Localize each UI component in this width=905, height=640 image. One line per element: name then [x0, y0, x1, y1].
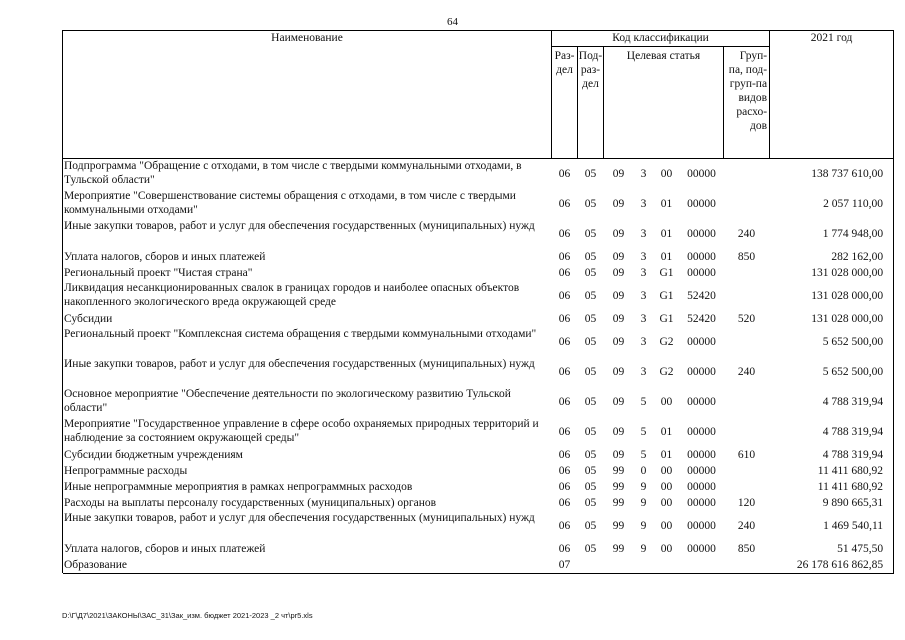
header-code-group: Код классификации [552, 31, 770, 47]
row-target-1: 99 [612, 542, 625, 555]
row-target-4: 00000 [687, 395, 716, 408]
row-vr: 850 [737, 250, 756, 263]
row-vr [724, 265, 770, 281]
row-target-1: 09 [612, 266, 625, 279]
row-target-4: 00000 [687, 266, 716, 279]
header-vr-text: Груп-па, под-груп-па видов расхо-дов [728, 50, 768, 132]
row-amount: 5 652 500,00 [770, 327, 894, 357]
row-target-4: 00000 [687, 480, 716, 493]
table-row [63, 219, 894, 249]
table-row [63, 495, 894, 511]
row-target-3: 00 [660, 519, 673, 532]
row-vr: 240 [737, 519, 756, 532]
row-amount: 11 411 680,92 [770, 463, 894, 479]
row-vr: 120 [737, 496, 756, 509]
row-amount: 282 162,00 [770, 249, 894, 265]
row-podrazdel: 05 [584, 496, 597, 509]
row-amount: 9 890 665,31 [770, 495, 894, 511]
row-vr [724, 557, 770, 573]
row-target-1: 99 [612, 519, 625, 532]
row-razdel: 06 [558, 480, 571, 493]
row-target-4: 52420 [687, 312, 716, 325]
table-row [63, 387, 894, 417]
table-row [63, 447, 894, 463]
row-target-3: G1 [659, 266, 674, 279]
row-name: Мероприятие "Государственное управление в сфере особо охраняемых природных территорий и наблюдение за состоянием окружающей среды" [63, 417, 552, 447]
table-row [63, 417, 894, 447]
row-vr [724, 479, 770, 495]
row-target-2: 5 [640, 425, 647, 438]
table-row [63, 265, 894, 281]
row-target-2: 3 [640, 289, 647, 302]
row-target-2: 3 [640, 266, 647, 279]
row-podrazdel: 05 [584, 464, 597, 477]
row-target-2: 9 [640, 519, 647, 532]
row-target-1: 09 [612, 448, 625, 461]
row-target-3: 00 [660, 395, 673, 408]
row-target-4: 00000 [687, 167, 716, 180]
row-target-3: 01 [660, 250, 673, 263]
row-target-2: 5 [640, 395, 647, 408]
row-razdel: 06 [558, 425, 571, 438]
row-target-2: 3 [640, 197, 647, 210]
row-target-3: 00 [660, 480, 673, 493]
table-row [63, 327, 894, 357]
table-row [63, 311, 894, 327]
row-razdel: 06 [558, 197, 571, 210]
row-podrazdel: 05 [584, 227, 597, 240]
row-amount: 51 475,50 [770, 541, 894, 557]
table-row [63, 479, 894, 495]
table-row [63, 557, 894, 573]
row-target-4: 00000 [687, 197, 716, 210]
row-vr [724, 417, 770, 447]
row-razdel: 06 [558, 519, 571, 532]
row-podrazdel: 05 [584, 425, 597, 438]
row-target-1: 09 [612, 197, 625, 210]
row-name: Мероприятие "Совершенствование системы обращения с отходами, в том числе с твердыми коммунальными отходами" [63, 189, 552, 219]
row-podrazdel: 05 [584, 312, 597, 325]
row-podrazdel: 05 [584, 289, 597, 302]
row-razdel: 06 [558, 365, 571, 378]
header-year: 2021 год [770, 31, 894, 159]
row-name: Региональный проект "Чистая страна" [63, 265, 552, 281]
row-vr [724, 189, 770, 219]
row-podrazdel: 05 [584, 365, 597, 378]
row-amount: 4 788 319,94 [770, 417, 894, 447]
table-row [63, 249, 894, 265]
row-target-3: 01 [660, 197, 673, 210]
row-amount: 4 788 319,94 [770, 387, 894, 417]
row-vr: 240 [737, 227, 756, 240]
row-target-1: 09 [612, 395, 625, 408]
header-razdel [552, 47, 578, 159]
row-target-2: 5 [640, 448, 647, 461]
row-podrazdel: 05 [584, 542, 597, 555]
row-name: Иные закупки товаров, работ и услуг для обеспечения государственных (муниципальных) нужд [63, 357, 552, 387]
row-target-4: 00000 [687, 335, 716, 348]
row-vr: 850 [737, 542, 756, 555]
row-podrazdel [578, 557, 604, 573]
header-podrazdel [578, 47, 604, 159]
row-target-4: 00000 [687, 365, 716, 378]
table-row [63, 357, 894, 387]
row-vr [724, 159, 770, 189]
row-target-4 [680, 557, 724, 573]
header-podrazdel-text: Под-раз-дел [578, 50, 603, 90]
row-target-3: 01 [660, 425, 673, 438]
budget-table [62, 30, 894, 574]
row-name: Субсидии бюджетным учреждениям [63, 447, 552, 463]
row-name: Иные непрограммные мероприятия в рамках непрограммных расходов [63, 479, 552, 495]
row-target-1: 99 [612, 480, 625, 493]
row-target-4: 00000 [687, 519, 716, 532]
row-razdel: 06 [558, 250, 571, 263]
row-target-1 [604, 557, 634, 573]
row-target-1: 99 [612, 464, 625, 477]
row-name: Иные закупки товаров, работ и услуг для обеспечения государственных (муниципальных) нужд [63, 511, 552, 541]
row-name: Основное мероприятие "Обеспечение деятельности по экологическому развитию Тульской области" [63, 387, 552, 417]
row-razdel: 06 [558, 312, 571, 325]
row-podrazdel: 05 [584, 266, 597, 279]
row-amount: 1 774 948,00 [770, 219, 894, 249]
row-target-4: 52420 [687, 289, 716, 302]
row-target-2: 9 [640, 480, 647, 493]
row-target-3: 00 [660, 464, 673, 477]
row-amount: 131 028 000,00 [770, 265, 894, 281]
row-target-1: 09 [612, 335, 625, 348]
row-target-3: G1 [659, 312, 674, 325]
row-target-1: 99 [612, 496, 625, 509]
row-razdel: 06 [558, 266, 571, 279]
header-vr [724, 47, 770, 159]
row-target-3: G2 [659, 335, 674, 348]
row-podrazdel: 05 [584, 395, 597, 408]
table-row [63, 541, 894, 557]
row-name: Уплата налогов, сборов и иных платежей [63, 249, 552, 265]
row-target-4: 00000 [687, 425, 716, 438]
row-podrazdel: 05 [584, 480, 597, 493]
row-podrazdel: 05 [584, 335, 597, 348]
row-target-4: 00000 [687, 542, 716, 555]
table-body [63, 159, 894, 573]
row-name: Региональный проект "Комплексная система обращения с твердыми коммунальными отходами" [63, 327, 552, 357]
row-podrazdel: 05 [584, 250, 597, 263]
row-target-1: 09 [612, 250, 625, 263]
row-target-3 [654, 557, 680, 573]
row-name: Подпрограмма "Обращение с отходами, в том числе с твердыми коммунальными отходами, в Тульской области" [63, 159, 552, 189]
row-target-3: G2 [659, 365, 674, 378]
row-vr [724, 387, 770, 417]
row-target-1: 09 [612, 312, 625, 325]
table-row [63, 281, 894, 311]
row-target-4: 00000 [687, 496, 716, 509]
page-number: 64 [447, 16, 458, 28]
row-amount: 11 411 680,92 [770, 479, 894, 495]
row-name: Ликвидация несанкционированных свалок в границах городов и наиболее опасных объектов накопленного экологического вреда окружающей среде [63, 281, 552, 311]
row-target-2: 3 [640, 250, 647, 263]
row-amount: 2 057 110,00 [770, 189, 894, 219]
row-target-4: 00000 [687, 250, 716, 263]
row-name: Расходы на выплаты персоналу государственных (муниципальных) органов [63, 495, 552, 511]
row-razdel: 06 [558, 289, 571, 302]
row-razdel: 06 [558, 395, 571, 408]
row-target-2: 3 [640, 365, 647, 378]
row-target-3: 00 [660, 542, 673, 555]
row-podrazdel: 05 [584, 197, 597, 210]
row-target-1: 09 [612, 167, 625, 180]
row-target-1: 09 [612, 425, 625, 438]
row-target-2: 3 [640, 227, 647, 240]
row-name: Иные закупки товаров, работ и услуг для обеспечения государственных (муниципальных) нужд [63, 219, 552, 249]
row-razdel: 06 [558, 167, 571, 180]
row-podrazdel: 05 [584, 167, 597, 180]
row-razdel: 06 [558, 227, 571, 240]
row-amount: 5 652 500,00 [770, 357, 894, 387]
row-target-2: 3 [640, 312, 647, 325]
row-target-2: 3 [640, 167, 647, 180]
row-target-3: 00 [660, 167, 673, 180]
row-target-3: 01 [660, 227, 673, 240]
row-amount: 4 788 319,94 [770, 447, 894, 463]
row-target-1: 09 [612, 365, 625, 378]
row-razdel: 06 [558, 464, 571, 477]
row-target-2: 9 [640, 496, 647, 509]
row-podrazdel: 05 [584, 448, 597, 461]
row-target-3: 01 [660, 448, 673, 461]
row-target-2: 3 [640, 335, 647, 348]
file-path-footer: D:\Г\Д7\2021\ЗАКОНЫ\ЗАС_31\Зак_изм. бюджет 2021-2023 _2 чт\pr5.xls [62, 611, 313, 620]
row-vr: 520 [737, 312, 756, 325]
row-amount: 26 178 616 862,85 [770, 557, 894, 573]
table-row [63, 189, 894, 219]
row-razdel: 06 [558, 496, 571, 509]
row-amount: 131 028 000,00 [770, 281, 894, 311]
row-name: Уплата налогов, сборов и иных платежей [63, 541, 552, 557]
table-row [63, 463, 894, 479]
row-vr [724, 463, 770, 479]
row-target-3: G1 [659, 289, 674, 302]
table-row [63, 511, 894, 541]
row-razdel: 07 [558, 558, 571, 571]
row-razdel: 06 [558, 448, 571, 461]
row-amount: 1 469 540,11 [770, 511, 894, 541]
row-target-3: 00 [660, 496, 673, 509]
row-target-4: 00000 [687, 464, 716, 477]
row-target-1: 09 [612, 227, 625, 240]
row-amount: 131 028 000,00 [770, 311, 894, 327]
row-name: Субсидии [63, 311, 552, 327]
table-row [63, 159, 894, 189]
row-amount: 138 737 610,00 [770, 159, 894, 189]
row-name: Непрограммные расходы [63, 463, 552, 479]
row-vr: 240 [737, 365, 756, 378]
header-target-text: Целевая статья [626, 50, 701, 62]
row-vr [724, 281, 770, 311]
header-name: Наименование [63, 31, 552, 159]
row-razdel: 06 [558, 542, 571, 555]
row-razdel: 06 [558, 335, 571, 348]
row-podrazdel: 05 [584, 519, 597, 532]
row-target-2: 0 [640, 464, 647, 477]
row-name: Образование [63, 557, 552, 573]
header-razdel-text: Раз-дел [554, 50, 575, 76]
row-vr [724, 327, 770, 357]
row-target-2: 9 [640, 542, 647, 555]
row-target-2 [634, 557, 654, 573]
row-target-4: 00000 [687, 448, 716, 461]
row-vr: 610 [737, 448, 756, 461]
row-target-4: 00000 [687, 227, 716, 240]
header-target [604, 47, 724, 159]
row-target-1: 09 [612, 289, 625, 302]
